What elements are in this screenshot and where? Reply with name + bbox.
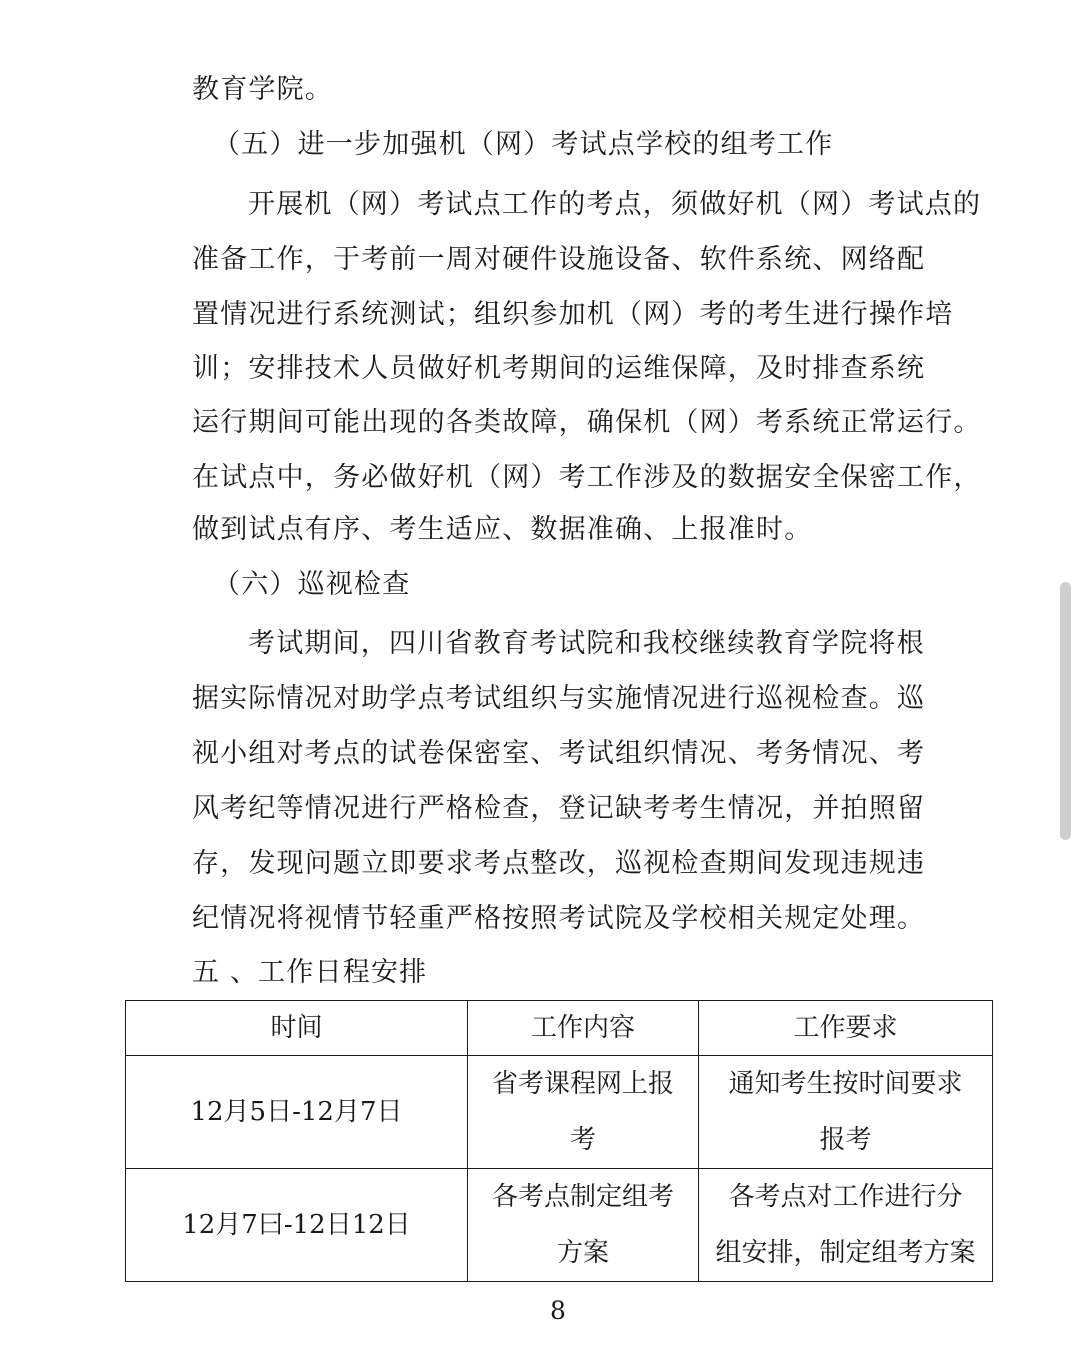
cell-content (468, 1056, 699, 1169)
paragraph-line: 置情况进行系统测试；组织参加机（网）考的考生进行操作培 (192, 299, 954, 330)
paragraph-line: 据实际情况对助学点考试组织与实施情况进行巡视检查。巡 (192, 683, 926, 714)
header-time: 时间 (126, 1001, 468, 1056)
cell-requirement (699, 1056, 993, 1169)
schedule-table (125, 1000, 993, 1282)
table-header-row (126, 1001, 993, 1056)
page-number: 8 (550, 1296, 566, 1325)
paragraph-line: 准备工作，于考前一周对硬件设施设备、软件系统、网络配 (192, 244, 926, 275)
paragraph-line: 考试期间，四川省教育考试院和我校继续教育学院将根 (248, 628, 925, 659)
table-row (126, 1056, 993, 1169)
paragraph-line: 存，发现问题立即要求考点整改，巡视检查期间发现违规违 (192, 848, 926, 879)
paragraph-line: 运行期间可能出现的各类故障，确保机（网）考系统正常运行。 (192, 407, 982, 438)
cell-line: 考 (569, 1125, 596, 1155)
scrollbar-thumb[interactable] (1060, 582, 1071, 840)
cell-line: 各考点对工作进行分 (728, 1182, 963, 1212)
paragraph-line: 纪情况将视情节轻重严格按照考试院及学校相关规定处理。 (192, 903, 926, 934)
paragraph-line: 做到试点有序、考生适应、数据准确、上报准时。 (192, 514, 813, 545)
paragraph-line: 开展机（网）考试点工作的考点，须做好机（网）考试点的 (248, 189, 982, 220)
cell-line: 组安排，制定组考方案 (715, 1238, 976, 1268)
cell-line: 各考点制定组考 (491, 1182, 674, 1212)
paragraph-line: 训；安排技术人员做好机考期间的运维保障，及时排查系统 (192, 353, 926, 384)
cell-time: 12月5日-12月7日 (126, 1056, 468, 1169)
section-heading-6: （六）巡视检查 (213, 569, 411, 600)
cell-line: 省考课程网上报 (491, 1069, 674, 1099)
cell-content (468, 1169, 699, 1282)
paragraph-line: 教育学院。 (192, 74, 333, 105)
cell-time: 12月7曰-12日12日 (126, 1169, 468, 1282)
paragraph-line: 在试点中，务必做好机（网）考工作涉及的数据安全保密工作， (192, 462, 982, 493)
cell-line: 方案 (556, 1238, 609, 1268)
header-requirement: 工作要求 (699, 1001, 993, 1056)
header-content: 工作内容 (468, 1001, 699, 1056)
schedule-heading: 五 、工作日程安排 (192, 957, 428, 988)
paragraph-line: 风考纪等情况进行严格检查，登记缺考考生情况，并拍照留 (192, 793, 926, 824)
cell-line: 通知考生按时间要求 (728, 1069, 963, 1099)
table-row (126, 1169, 993, 1282)
paragraph-line: 视小组对考点的试卷保密室、考试组织情况、考务情况、考 (192, 738, 926, 769)
cell-line: 报考 (819, 1125, 872, 1155)
section-heading-5: （五）进一步加强机（网）考试点学校的组考工作 (213, 129, 834, 160)
cell-requirement (699, 1169, 993, 1282)
